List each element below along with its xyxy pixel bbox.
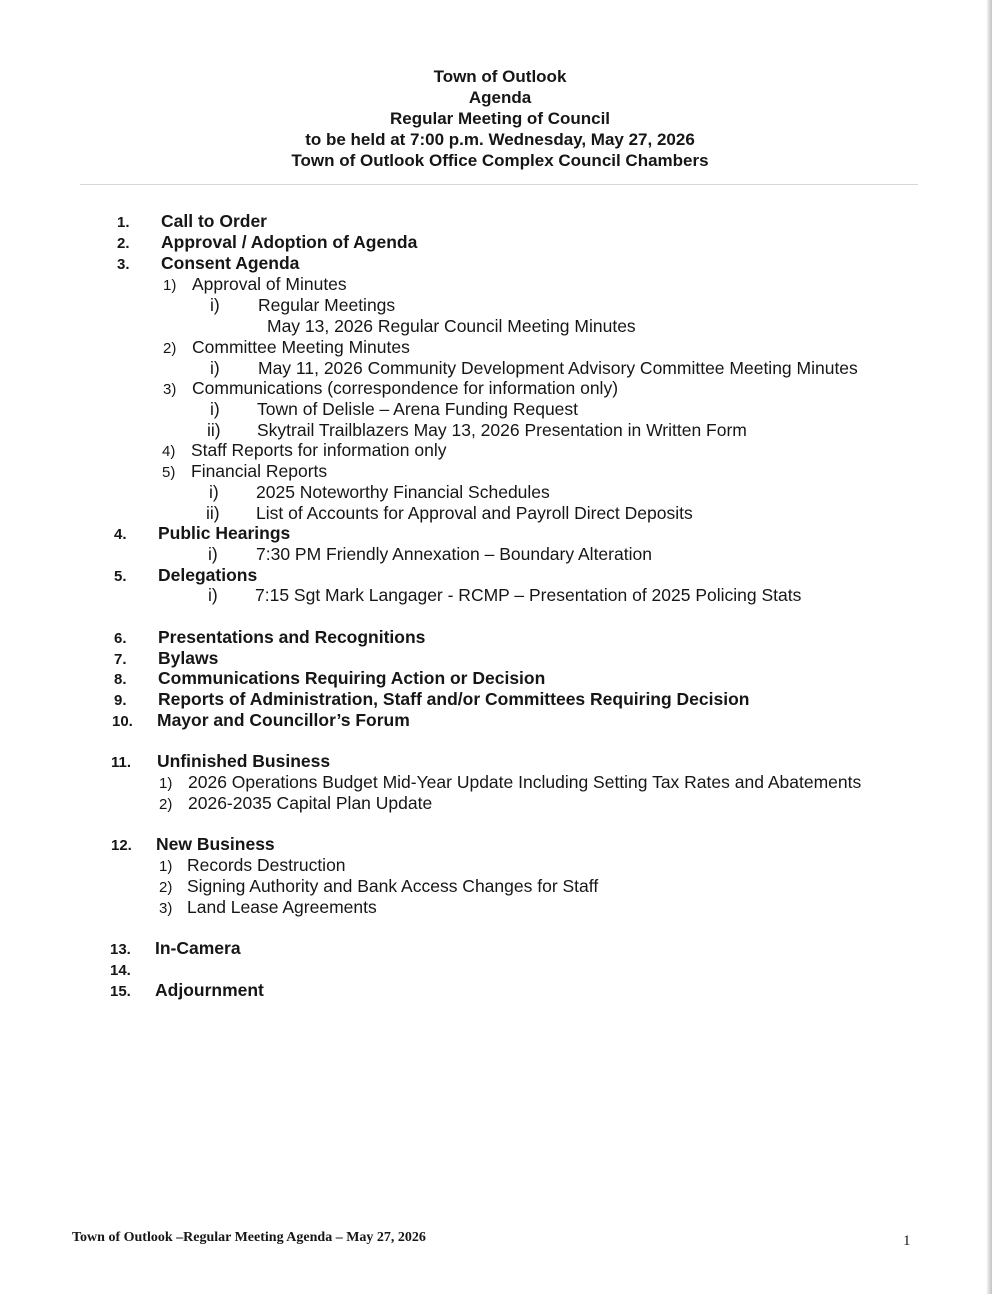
- header-town: Town of Outlook: [433, 67, 567, 86]
- item-title: Call to Order: [161, 211, 267, 231]
- item-title: Communications Requiring Action or Decision: [158, 668, 546, 688]
- item-title: Consent Agenda: [161, 253, 300, 273]
- subitem-number: 3): [159, 900, 173, 917]
- header-location: Town of Outlook Office Complex Council Chambers: [291, 151, 709, 170]
- subitem-text: Land Lease Agreements: [187, 897, 377, 917]
- subitem-text: Approval of Minutes: [192, 274, 347, 294]
- item-title: New Business: [156, 834, 275, 854]
- subitem-text: Signing Authority and Bank Access Changes for Staff: [187, 876, 599, 896]
- subitem-number: 5): [162, 464, 176, 481]
- subitem-number: 4): [162, 443, 176, 460]
- footer-title: Town of Outlook –Regular Meeting Agenda – May 27, 2026: [72, 1230, 426, 1245]
- roman-number: i): [210, 358, 220, 378]
- subitem-text: Staff Reports for information only: [191, 440, 447, 460]
- subitem-number: 2): [163, 340, 177, 357]
- item-number: 2.: [117, 235, 130, 252]
- item-title: Public Hearings: [158, 523, 291, 543]
- roman-text: List of Accounts for Approval and Payroll Direct Deposits: [256, 503, 693, 523]
- item-number: 8.: [114, 671, 127, 688]
- subitem-number: 1): [159, 775, 173, 792]
- roman-text: Town of Delisle – Arena Funding Request: [257, 399, 579, 419]
- subitem-text: Records Destruction: [187, 855, 346, 875]
- roman-number: ii): [206, 503, 220, 523]
- header-meeting-type: Regular Meeting of Council: [389, 109, 611, 128]
- item-title: Mayor and Councillor’s Forum: [157, 710, 410, 730]
- item-title: Presentations and Recognitions: [158, 627, 426, 647]
- page-edge-shadow: [986, 0, 992, 1294]
- subitem-text: 2026 Operations Budget Mid-Year Update Including Setting Tax Rates and Abatements: [188, 772, 862, 792]
- subitem-number: 2): [159, 879, 173, 896]
- subitem-text: Committee Meeting Minutes: [192, 337, 410, 357]
- header-agenda: Agenda: [468, 88, 532, 107]
- item-number: 3.: [117, 256, 130, 273]
- subitem-number: 1): [163, 277, 177, 294]
- item-title: Reports of Administration, Staff and/or Committees Requiring Decision: [158, 689, 750, 709]
- roman-number: i): [208, 585, 218, 605]
- item-number: 7.: [114, 651, 127, 668]
- item-number: 6.: [114, 630, 127, 647]
- item-title: Bylaws: [158, 648, 219, 668]
- roman-text: 7:15 Sgt Mark Langager - RCMP – Presentation of 2025 Policing Stats: [255, 585, 802, 605]
- header-date-time: to be held at 7:00 p.m. Wednesday, May 27, 2026: [305, 130, 695, 149]
- subitem-number: 1): [159, 858, 173, 875]
- item-number: 12.: [111, 837, 132, 854]
- detail-text: May 13, 2026 Regular Council Meeting Minutes: [267, 316, 636, 336]
- subitem-text: 2026-2035 Capital Plan Update: [188, 793, 433, 813]
- item-title: Adjournment: [155, 980, 264, 1000]
- item-title: In-Camera: [155, 938, 241, 958]
- item-number: 11.: [111, 754, 132, 771]
- subitem-number: 2): [159, 796, 173, 813]
- roman-number: i): [209, 482, 219, 502]
- roman-number: ii): [207, 420, 221, 440]
- agenda-header: [0, 66, 1000, 171]
- roman-text: May 11, 2026 Community Development Advisory Committee Meeting Minutes: [258, 358, 858, 378]
- item-number: 5.: [114, 568, 127, 585]
- page-number: 1: [903, 1233, 911, 1249]
- item-number: 14.: [110, 962, 131, 979]
- roman-number: i): [208, 544, 218, 564]
- item-number: 1.: [117, 214, 130, 231]
- roman-text: Skytrail Trailblazers May 13, 2026 Presentation in Written Form: [257, 420, 747, 440]
- item-title: Approval / Adoption of Agenda: [161, 232, 418, 252]
- subitem-text: Financial Reports: [191, 461, 328, 481]
- roman-text: 7:30 PM Friendly Annexation – Boundary Alteration: [256, 544, 652, 564]
- subitem-number: 3): [163, 381, 177, 398]
- item-title: Delegations: [158, 565, 258, 585]
- roman-text: Regular Meetings: [258, 295, 396, 315]
- roman-number: i): [210, 295, 220, 315]
- item-title: Unfinished Business: [157, 751, 331, 771]
- subitem-text: Communications (correspondence for information only): [192, 378, 619, 398]
- header-divider: [80, 184, 918, 185]
- roman-number: i): [210, 399, 220, 419]
- item-number: 10.: [112, 713, 133, 730]
- roman-text: 2025 Noteworthy Financial Schedules: [256, 482, 550, 502]
- item-number: 4.: [114, 526, 127, 543]
- item-number: 9.: [114, 692, 127, 709]
- item-number: 15.: [110, 983, 131, 1000]
- item-number: 13.: [110, 941, 131, 958]
